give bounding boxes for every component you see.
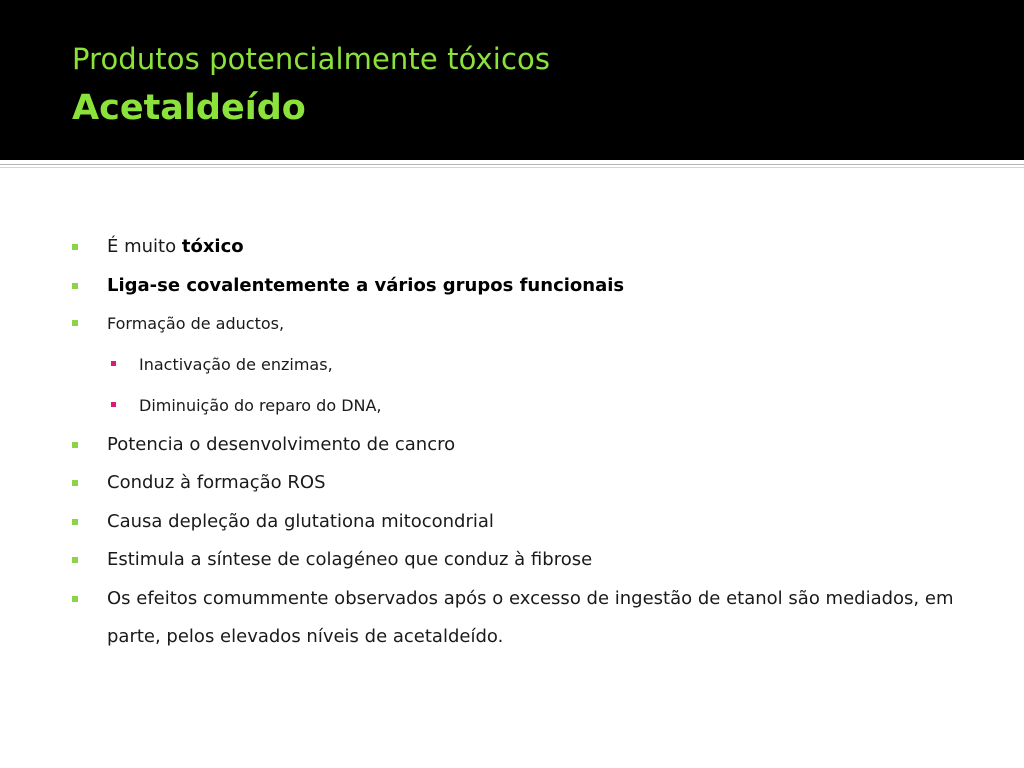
item-text: Causa depleção da glutationa mitocondrial	[107, 510, 494, 532]
header-divider-secondary	[0, 167, 1024, 168]
square-bullet-icon	[72, 557, 78, 563]
square-bullet-icon	[72, 283, 78, 289]
square-bullet-icon	[72, 320, 78, 326]
square-bullet-icon	[72, 442, 78, 448]
item-text: Estimula a síntese de colagéneo que conduz à fibrose	[107, 549, 593, 570]
square-sub-bullet-icon	[111, 361, 116, 366]
list-item	[72, 228, 972, 267]
item-text: Diminuição do reparo do DNA,	[139, 395, 382, 415]
list-item	[72, 503, 972, 542]
list-item	[72, 267, 972, 306]
item-text: Inactivação de enzimas,	[139, 354, 333, 374]
header-divider	[0, 164, 1024, 165]
item-text: Potencia o desenvolvimento de cancro	[107, 433, 456, 455]
list-item	[72, 580, 987, 657]
list-item	[72, 464, 972, 503]
sub-list-item	[72, 344, 972, 385]
square-bullet-icon	[72, 244, 78, 250]
bullet-list	[72, 228, 972, 657]
slide-title: Acetaldeído	[72, 88, 306, 128]
item-text: Os efeitos comummente observados após o excesso de ingestão de etanol são mediados, em parte, pelos elevados níveis de acetaldeído.	[107, 587, 954, 647]
square-bullet-icon	[72, 480, 78, 486]
item-emphasis: Liga-se covalentemente a vários grupos funcionais	[107, 274, 625, 296]
square-sub-bullet-icon	[111, 402, 116, 407]
list-item	[72, 541, 972, 580]
list-item	[72, 305, 972, 344]
square-bullet-icon	[72, 519, 78, 525]
item-text: É muito	[107, 236, 182, 257]
item-text: Conduz à formação ROS	[107, 472, 326, 493]
item-emphasis: tóxico	[181, 236, 244, 257]
slide-header	[0, 0, 1024, 160]
square-bullet-icon	[72, 596, 78, 602]
list-item	[72, 426, 972, 465]
item-text: Formação de aductos,	[107, 314, 285, 333]
slide-subtitle: Produtos potencialmente tóxicos	[72, 42, 551, 76]
sub-list-item	[72, 385, 972, 426]
